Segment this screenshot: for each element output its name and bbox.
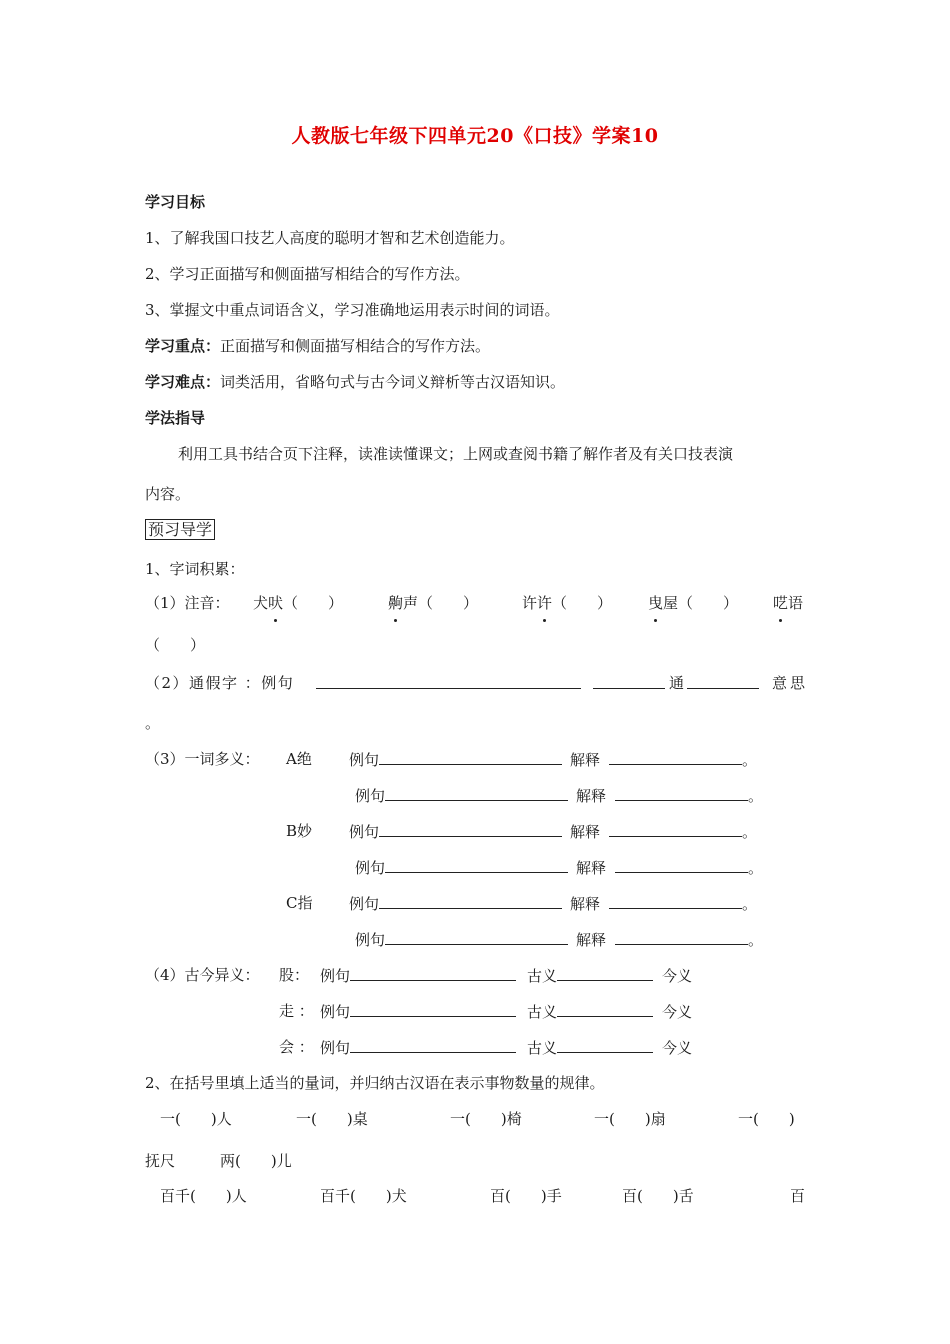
measure-item: 百( )手	[490, 1187, 562, 1205]
measure-item: 百	[790, 1187, 806, 1205]
polysemy-row: 例句 解释 。	[349, 751, 758, 769]
gujin-row: 例句 古义 今义	[320, 1039, 693, 1057]
gujin-word: 股：	[279, 966, 310, 984]
polysemy-row: 例句 解释 。	[355, 931, 764, 949]
measure-item: 一( )椅	[450, 1110, 522, 1128]
measure-item: 一( )	[738, 1110, 795, 1128]
measure-item: 两( )儿	[220, 1152, 292, 1170]
measure-item: 百千( )犬	[320, 1187, 407, 1205]
measure-item: 百千( )人	[160, 1187, 247, 1205]
section2-heading: 2、在括号里填上适当的量词，并归纳古汉语在表示事物数量的规律。	[145, 1074, 605, 1092]
section1-heading: 1、字词积累：	[145, 560, 245, 578]
measure-item: 一( )桌	[296, 1110, 368, 1128]
gujin-row: 例句 古义 今义	[320, 1003, 693, 1021]
page-title: 人教版七年级下四单元20《口技》学案10	[291, 125, 659, 147]
measure-item: 抚尺	[145, 1152, 176, 1170]
tongjia-blank-char[interactable]	[593, 673, 665, 694]
difficulty-text: 词类活用，省略句式与古今词义辩析等古汉语知识。	[220, 373, 566, 391]
preview-heading-box: 预习导学	[145, 519, 215, 540]
method-heading: 学法指导	[145, 409, 206, 427]
polysemy-word: A绝	[286, 750, 312, 768]
method-line: 利用工具书结合页下注释，读准读懂课文；上网或查阅书籍了解作者及有关口技表演	[178, 445, 734, 463]
key-point-text: 正面描写和侧面描写相结合的写作方法。	[220, 337, 491, 355]
tongjia-label: （2）通假字 ：例句	[145, 674, 295, 692]
polysemy-row: 例句 解释 。	[355, 787, 764, 805]
pinyin-item: 呓语	[773, 594, 804, 612]
pinyin-label: （1）注音：	[145, 594, 230, 612]
gujin-word: 走 ：	[279, 1002, 314, 1020]
pinyin-item: 许许（ ）	[522, 594, 613, 612]
tongjia-blank-target[interactable]	[687, 673, 759, 694]
tongjia-end: 。	[145, 714, 161, 732]
gujin-row: 例句 古义 今义	[320, 967, 693, 985]
polysemy-label: （3）一词多义：	[145, 750, 260, 768]
gujin-label: （4）古今异义：	[145, 966, 260, 984]
objective-item: 1、了解我国口技艺人高度的聪明才智和艺术创造能力。	[145, 229, 515, 247]
measure-item: 一( )人	[160, 1110, 232, 1128]
polysemy-row: 例句 解释 。	[349, 823, 758, 841]
preview-heading	[145, 520, 215, 540]
pinyin-wrap: （ ）	[145, 636, 206, 654]
measure-item: 百( )舌	[622, 1187, 694, 1205]
difficulty	[145, 372, 565, 392]
key-point	[145, 336, 490, 356]
objectives-heading: 学习目标	[145, 193, 206, 211]
polysemy-word: B妙	[286, 822, 313, 840]
tongjia-meaning: 意思	[772, 674, 809, 692]
objective-item: 3、掌握文中重点词语含义，学习准确地运用表示时间的词语。	[145, 301, 560, 319]
polysemy-row: 例句 解释 。	[349, 895, 758, 913]
tongjia-blank-sentence[interactable]	[316, 673, 581, 694]
pinyin-item: 犬吠（ ）	[253, 594, 344, 612]
polysemy-row: 例句 解释 。	[355, 859, 764, 877]
gujin-word: 会 ：	[279, 1038, 314, 1056]
pinyin-item: 齁声（ ）	[388, 594, 479, 612]
objective-item: 2、学习正面描写和侧面描写相结合的写作方法。	[145, 265, 470, 283]
difficulty-label: 学习难点：	[145, 373, 221, 391]
tongjia-tong: 通	[669, 674, 685, 692]
polysemy-word: C指	[286, 894, 313, 912]
measure-item: 一( )扇	[594, 1110, 666, 1128]
method-line: 内容。	[145, 485, 191, 503]
key-point-label: 学习重点：	[145, 337, 221, 355]
pinyin-item: 曳屋（ ）	[648, 594, 739, 612]
